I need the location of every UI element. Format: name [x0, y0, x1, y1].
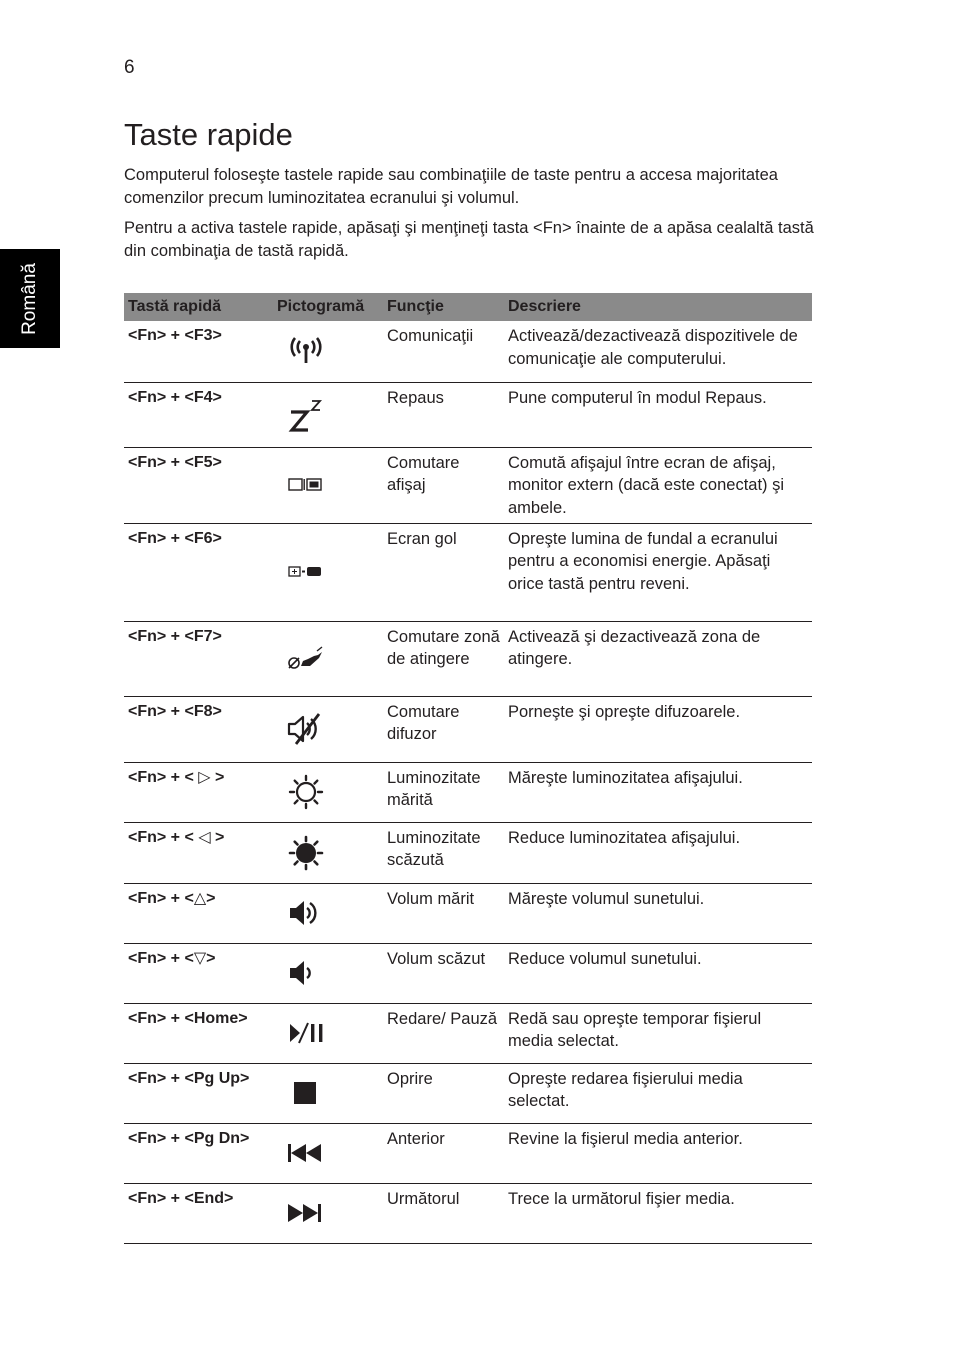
hotkey: <Fn> + <Pg Up> — [124, 1063, 273, 1123]
description: Activează şi dezactivează zona de atingere. — [504, 621, 812, 696]
sleep-icon — [286, 395, 326, 435]
table-header-row — [124, 293, 812, 321]
page-title: Taste rapide — [124, 117, 293, 152]
description: Opreşte redarea fişierului media selectat. — [504, 1063, 812, 1123]
speaker-toggle-icon — [286, 712, 326, 746]
table-row — [124, 621, 812, 696]
hotkey: <Fn> + <△> — [124, 883, 273, 943]
wireless-communication-icon — [286, 336, 326, 366]
description: Comută afişajul între ecran de afişaj, monitor extern (dacă este conectat) şi ambele. — [504, 447, 812, 523]
header-hotkey: Tastă rapidă — [124, 293, 273, 321]
description: Redă sau opreşte temporar fişierul media selectat. — [504, 1003, 812, 1063]
screen-blank-icon — [286, 565, 326, 579]
touchpad-toggle-icon — [286, 646, 326, 672]
description: Trece la următorul fişier media. — [504, 1183, 812, 1243]
volume-up-icon — [286, 897, 326, 929]
hotkey: <Fn> + <Pg Dn> — [124, 1123, 273, 1183]
hotkey: <Fn> + <F8> — [124, 696, 273, 762]
hotkey: <Fn> + < ▷ > — [124, 762, 273, 822]
intro-paragraph: Pentru a activa tastele rapide, apăsaţi şi menţineţi tasta <Fn> înainte de a apăsa cealaltă tastă din combinaţia de tastă rapidă. — [124, 219, 814, 260]
description: Măreşte luminozitatea afişajului. — [504, 762, 812, 822]
description: Revine la fişierul media anterior. — [504, 1123, 812, 1183]
function: Anterior — [383, 1123, 504, 1183]
page-number: 6 — [124, 57, 135, 78]
next-track-icon — [286, 1202, 330, 1224]
stop-icon — [286, 1080, 326, 1106]
table-row — [124, 883, 812, 943]
function: Comutare afişaj — [383, 447, 504, 523]
header-function: Funcţie — [383, 293, 504, 321]
display-toggle-icon — [286, 477, 326, 493]
table-row — [124, 1003, 812, 1063]
function: Ecran gol — [383, 523, 504, 621]
hotkey: <Fn> + <Home> — [124, 1003, 273, 1063]
table-row — [124, 1063, 812, 1123]
previous-track-icon — [286, 1142, 330, 1164]
table-row — [124, 762, 812, 822]
function: Luminozitate scăzută — [383, 822, 504, 883]
intro-paragraph: Computerul foloseşte tastele rapide sau combinaţiile de taste pentru a accesa majoritatea comenzilor precum luminozitatea ecranului şi volumul. — [124, 166, 778, 207]
function: Următorul — [383, 1183, 504, 1243]
table-row — [124, 1183, 812, 1243]
description: Măreşte volumul sunetului. — [504, 883, 812, 943]
description: Pune computerul în modul Repaus. — [504, 382, 812, 447]
header-description: Descriere — [504, 293, 812, 321]
hotkey: <Fn> + <F4> — [124, 382, 273, 447]
brightness-down-icon — [286, 835, 326, 871]
hotkey: <Fn> + < ◁ > — [124, 822, 273, 883]
volume-down-icon — [286, 957, 326, 989]
description: Opreşte lumina de fundal a ecranului pentru a economisi energie. Apăsaţi orice tastă pentru reveni. — [504, 523, 812, 621]
table-row — [124, 321, 812, 382]
function: Oprire — [383, 1063, 504, 1123]
hotkey: <Fn> + <F5> — [124, 447, 273, 523]
function: Volum mărit — [383, 883, 504, 943]
description: Reduce luminozitatea afişajului. — [504, 822, 812, 883]
table-row — [124, 523, 812, 621]
brightness-up-icon — [286, 774, 326, 810]
function: Comutare difuzor — [383, 696, 504, 762]
function: Comunicaţii — [383, 321, 504, 382]
table-row — [124, 696, 812, 762]
hotkey: <Fn> + <F7> — [124, 621, 273, 696]
table-row — [124, 822, 812, 883]
function: Volum scăzut — [383, 943, 504, 1003]
play-pause-icon — [286, 1020, 330, 1046]
function: Redare/ Pauză — [383, 1003, 504, 1063]
table-row — [124, 1123, 812, 1183]
hotkey: <Fn> + <F3> — [124, 321, 273, 382]
function: Repaus — [383, 382, 504, 447]
hotkey: <Fn> + <End> — [124, 1183, 273, 1243]
language-tab — [0, 249, 60, 348]
table-row — [124, 943, 812, 1003]
hotkey: <Fn> + <▽> — [124, 943, 273, 1003]
function: Luminozitate mărită — [383, 762, 504, 822]
table-row — [124, 382, 812, 447]
hotkeys-table — [124, 293, 812, 1244]
hotkey: <Fn> + <F6> — [124, 523, 273, 621]
description: Activează/dezactivează dispozitivele de comunicaţie ale computerului. — [504, 321, 812, 382]
description: Porneşte şi opreşte difuzoarele. — [504, 696, 812, 762]
table-row — [124, 447, 812, 523]
description: Reduce volumul sunetului. — [504, 943, 812, 1003]
function: Comutare zonă de atingere — [383, 621, 504, 696]
language-tab-label: Română — [19, 263, 40, 335]
header-icon: Pictogramă — [273, 293, 383, 321]
